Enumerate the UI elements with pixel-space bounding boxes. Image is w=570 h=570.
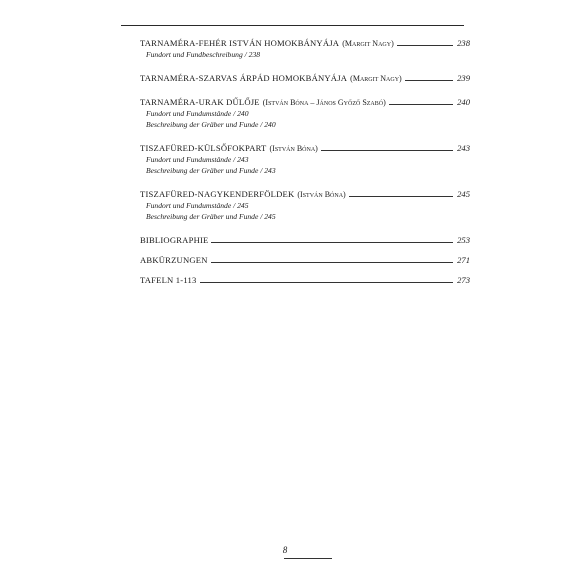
leader-line — [211, 242, 453, 243]
toc-entry-title: TARNAMÉRA-URAK DŰLŐJE — [140, 97, 260, 107]
toc-entry-author: (Margit Nagy) — [342, 39, 394, 48]
leader-line — [321, 150, 453, 151]
toc-entry-page: 253 — [457, 235, 470, 245]
toc-entry — [140, 189, 470, 222]
toc-entry-title: ABKÜRZUNGEN — [140, 255, 208, 265]
page-number-underline — [284, 558, 332, 559]
toc-entry-line — [140, 235, 470, 246]
leader-line — [200, 282, 453, 283]
toc-entry-line — [140, 38, 470, 49]
toc-entry-page: 271 — [457, 255, 470, 265]
toc-entry-page: 243 — [457, 143, 470, 153]
toc-entry-line — [140, 275, 470, 286]
toc-entry-line — [140, 97, 470, 108]
toc-entry-page: 240 — [457, 97, 470, 107]
toc-entry-page: 273 — [457, 275, 470, 285]
page-number: 8 — [282, 545, 288, 555]
leader-line — [405, 80, 453, 81]
toc-subentry: Beschreibung der Gräber und Funde / 243 — [146, 166, 276, 175]
toc-entry-author: (István Bóna – János Győző Szabó) — [262, 98, 386, 107]
toc-entry-page: 245 — [457, 189, 470, 199]
toc-entry-line — [140, 189, 470, 200]
toc-entry-page: 238 — [457, 38, 470, 48]
toc-entry — [140, 275, 470, 286]
toc-entry-title: TISZAFÜRED-KÜLSŐFOKPART — [140, 143, 267, 153]
toc-entry — [140, 255, 470, 266]
toc-entry-line — [140, 255, 470, 266]
toc-subentry: Fundort und Fundumstände / 245 — [146, 201, 249, 210]
toc-entry — [140, 97, 470, 130]
top-rule — [121, 25, 464, 26]
toc-subentry: Fundort und Fundumstände / 243 — [146, 155, 249, 164]
toc-entry — [140, 235, 470, 246]
toc-entry-title: TARNAMÉRA-FEHÉR ISTVÁN HOMOKBÁNYÁJA — [140, 38, 340, 48]
leader-line — [389, 104, 453, 105]
toc-entry-title: TAFELN 1-113 — [140, 275, 197, 285]
toc-entry-line — [140, 143, 470, 154]
toc-entry-author: (Margit Nagy) — [350, 74, 402, 83]
leader-line — [211, 262, 453, 263]
toc-subentry: Beschreibung der Gräber und Funde / 240 — [146, 120, 276, 129]
leader-line — [349, 196, 453, 197]
table-of-contents — [140, 38, 470, 295]
toc-entry-page: 239 — [457, 73, 470, 83]
toc-entry — [140, 143, 470, 176]
leader-line — [397, 45, 453, 46]
toc-entry-author: (István Bóna) — [297, 190, 346, 199]
toc-entry-title: TISZAFÜRED-NAGYKENDERFÖLDEK — [140, 189, 295, 199]
toc-entry-title: TARNAMÉRA-SZARVAS ÁRPÁD HOMOKBÁNYÁJA — [140, 73, 348, 83]
toc-subentry: Fundort und Fundumstände / 240 — [146, 109, 249, 118]
toc-entry-line — [140, 73, 470, 84]
toc-subentry: Beschreibung der Gräber und Funde / 245 — [146, 212, 276, 221]
toc-entry-title: BIBLIOGRAPHIE — [140, 235, 209, 245]
toc-subentry: Fundort und Fundbeschreibung / 238 — [146, 50, 261, 59]
toc-entry — [140, 38, 470, 60]
toc-entry-author: (István Bóna) — [269, 144, 318, 153]
toc-entry — [140, 73, 470, 84]
